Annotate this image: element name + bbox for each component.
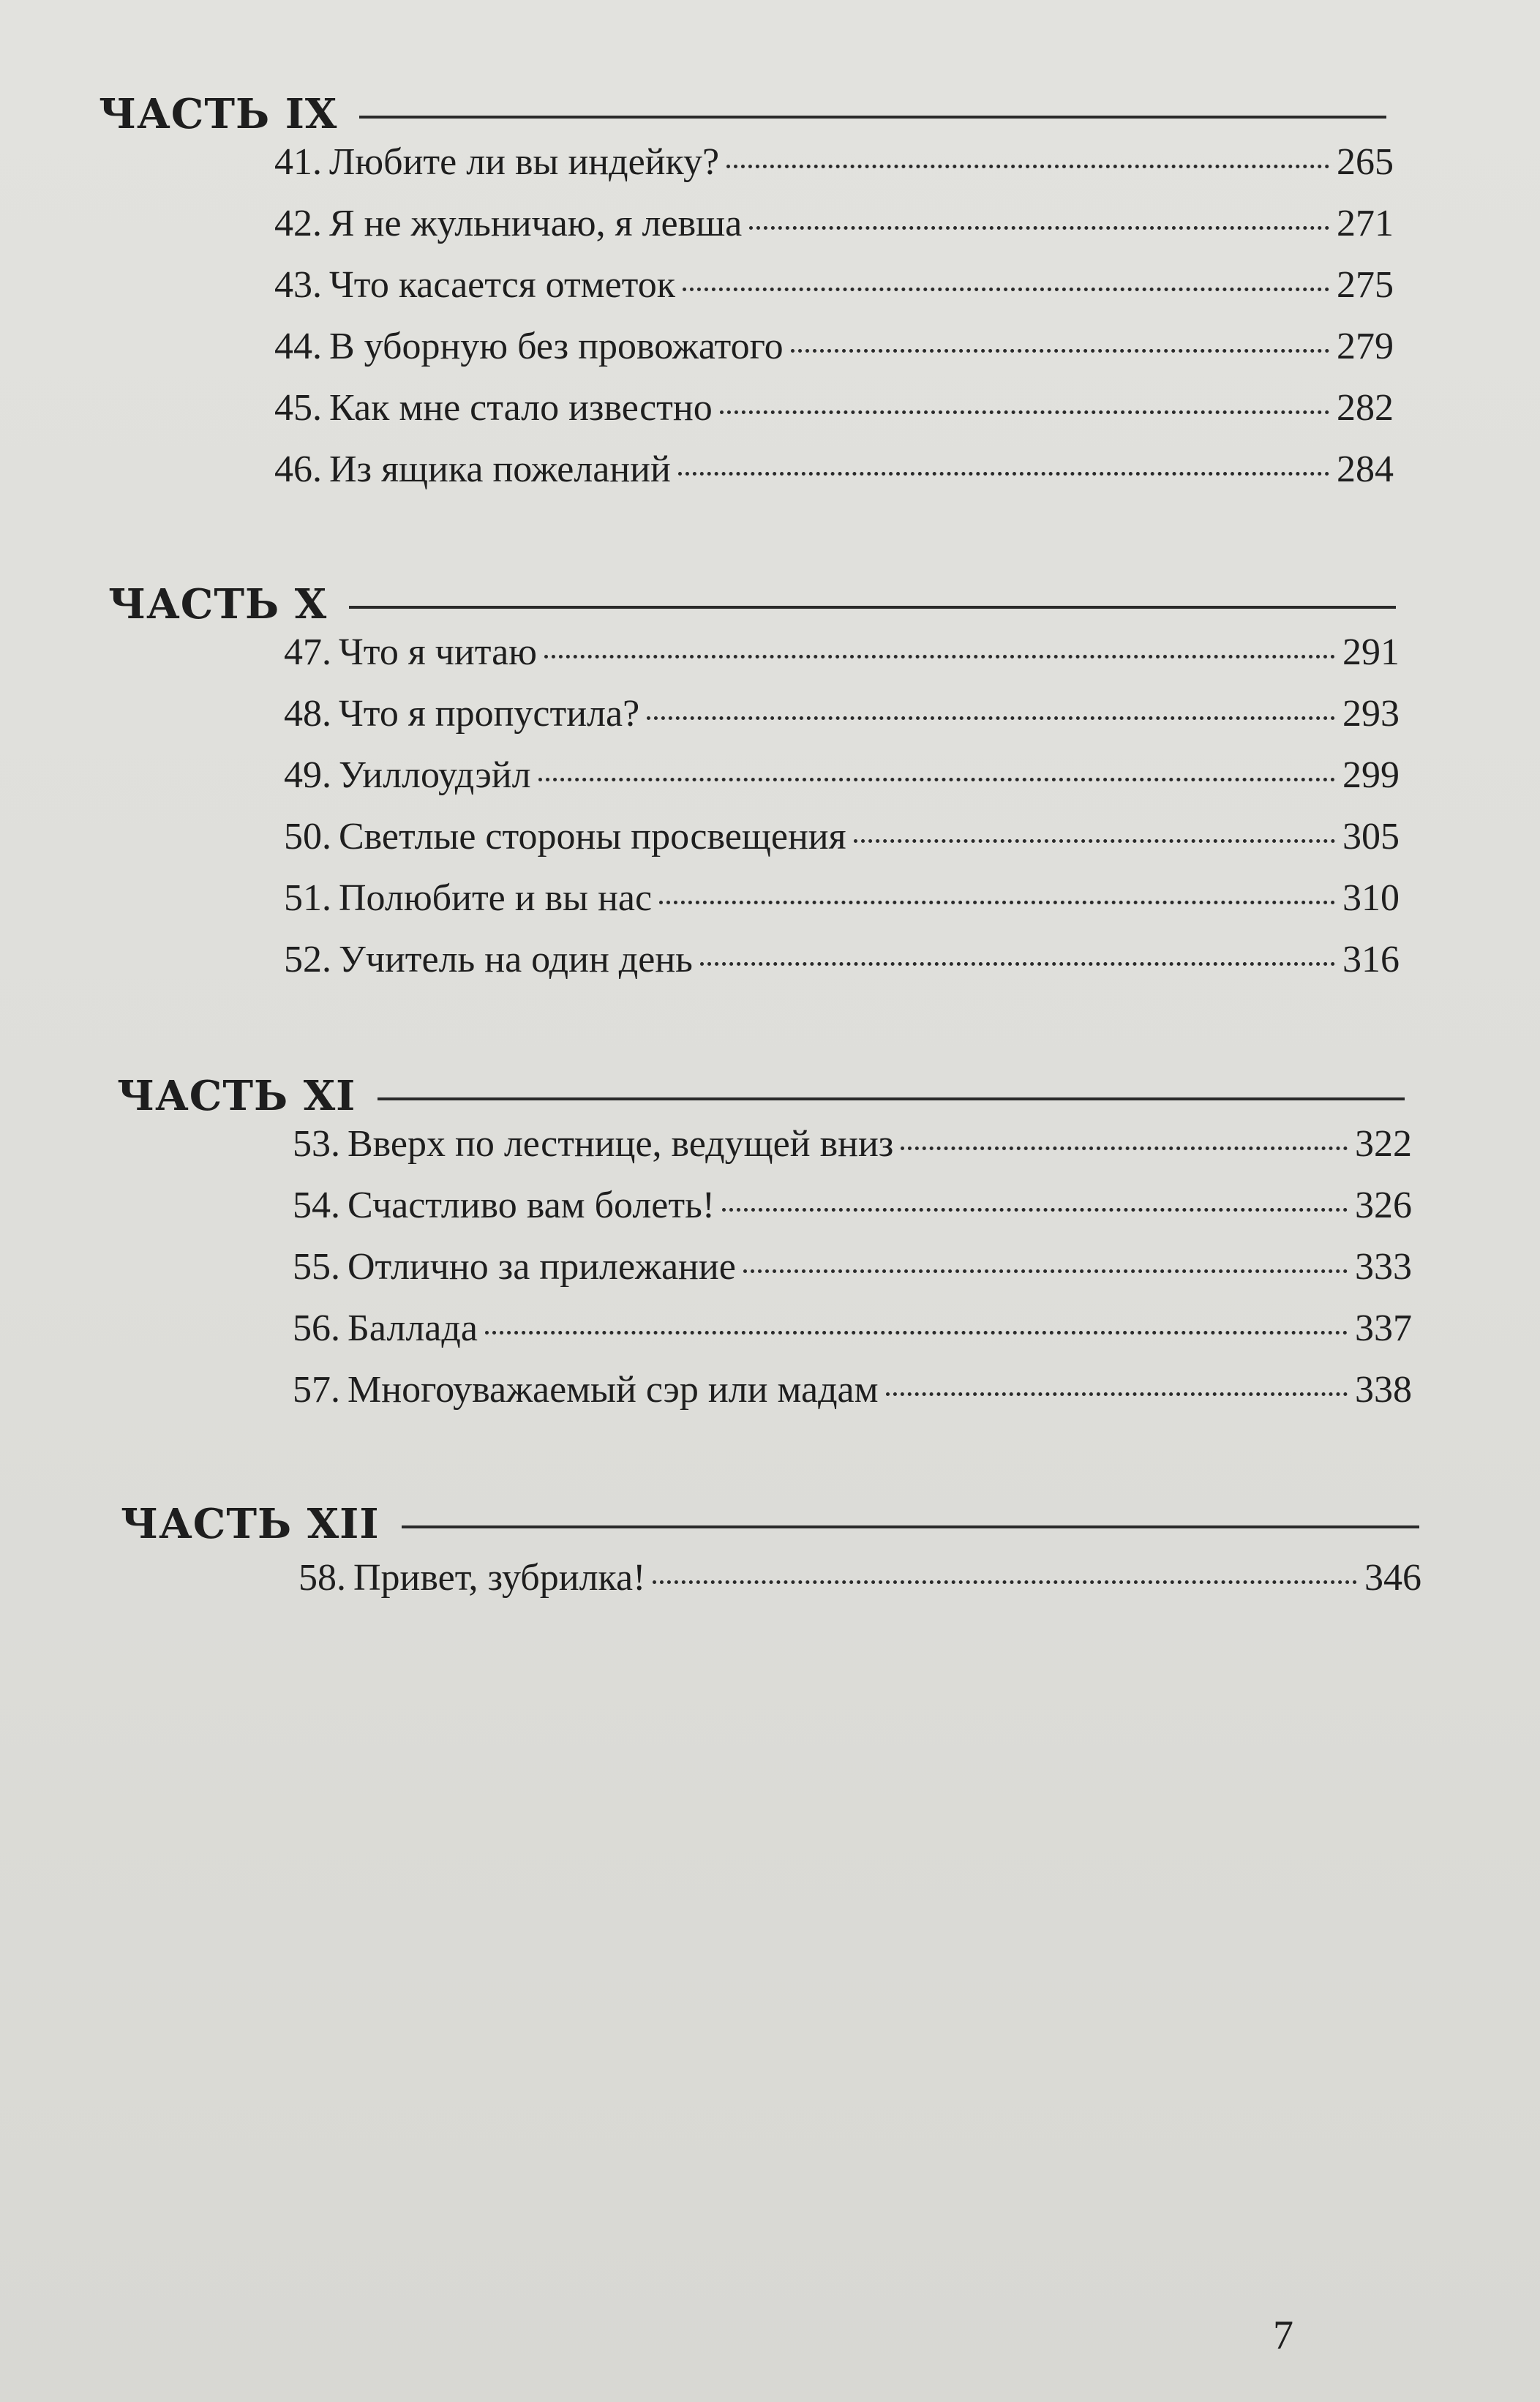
part-title: ЧАСТЬ IX (99, 90, 338, 138)
chapter-number: 42. (274, 203, 322, 244)
toc-entries (298, 1547, 1421, 1609)
chapter-number: 48. (284, 693, 331, 735)
dot-leader (700, 962, 1335, 966)
chapter-number: 55. (293, 1246, 340, 1288)
chapter-page: 316 (1342, 939, 1400, 980)
chapter-page: 271 (1337, 203, 1394, 244)
chapter-page: 284 (1337, 449, 1394, 490)
dot-leader (538, 778, 1335, 781)
chapter-page: 338 (1355, 1369, 1412, 1411)
toc-entry (284, 868, 1400, 929)
chapter-title: Вверх по лестнице, ведущей вниз (348, 1123, 894, 1165)
part-heading (108, 580, 1396, 628)
chapter-title: Любите ли вы индейку? (329, 141, 720, 183)
toc-entry (274, 132, 1394, 193)
part-rule (402, 1525, 1419, 1528)
toc-entry (293, 1298, 1412, 1359)
chapter-page: 279 (1337, 326, 1394, 367)
toc-entry (274, 193, 1394, 255)
toc-entry (293, 1236, 1412, 1298)
chapter-title: Отлично за прилежание (348, 1246, 736, 1288)
toc-entry (274, 316, 1394, 378)
chapter-number: 46. (274, 449, 322, 490)
toc-entry (284, 929, 1400, 991)
chapter-title: Учитель на один день (339, 939, 693, 980)
toc-entry (293, 1114, 1412, 1175)
chapter-page: 305 (1342, 816, 1400, 857)
chapter-number: 56. (293, 1307, 340, 1349)
chapter-page: 326 (1355, 1185, 1412, 1226)
dot-leader (854, 839, 1335, 843)
chapter-number: 52. (284, 939, 331, 980)
dot-leader (485, 1331, 1348, 1335)
chapter-number: 44. (274, 326, 322, 367)
toc-entry (274, 439, 1394, 500)
dot-leader (544, 655, 1335, 658)
part-rule (359, 116, 1386, 119)
chapter-number: 54. (293, 1185, 340, 1226)
toc-entries (284, 622, 1400, 991)
chapter-page: 275 (1337, 264, 1394, 306)
toc-entry (293, 1175, 1412, 1236)
dot-leader (722, 1208, 1348, 1212)
toc-entry (284, 745, 1400, 806)
dot-leader (659, 901, 1335, 904)
part-rule (349, 606, 1396, 609)
part-heading (99, 90, 1386, 138)
chapter-title: Что я пропустила? (339, 693, 640, 735)
chapter-title: Я не жульничаю, я левша (329, 203, 743, 244)
chapter-number: 49. (284, 754, 331, 796)
chapter-page: 346 (1364, 1557, 1421, 1599)
chapter-title: Что касается отметок (329, 264, 675, 306)
part-title: ЧАСТЬ X (108, 580, 328, 628)
toc-entry (284, 622, 1400, 683)
page-number: 7 (1273, 2313, 1293, 2358)
chapter-page: 291 (1342, 631, 1400, 673)
dot-leader (653, 1580, 1357, 1584)
part-title: ЧАСТЬ XI (117, 1072, 356, 1120)
toc-entries (293, 1114, 1412, 1421)
toc-entry (274, 255, 1394, 316)
chapter-number: 41. (274, 141, 322, 183)
chapter-number: 50. (284, 816, 331, 857)
toc-entry (274, 378, 1394, 439)
chapter-title: Светлые стороны просвещения (339, 816, 846, 857)
part-heading (121, 1500, 1419, 1548)
chapter-title: Из ящика пожеланий (329, 449, 671, 490)
dot-leader (749, 226, 1329, 230)
chapter-title: Что я читаю (339, 631, 538, 673)
chapter-number: 45. (274, 387, 322, 429)
dot-leader (683, 288, 1329, 291)
chapter-title: Привет, зубрилка! (353, 1557, 646, 1599)
chapter-title: Счастливо вам болеть! (348, 1185, 715, 1226)
dot-leader (720, 410, 1329, 414)
part-heading (117, 1072, 1405, 1120)
chapter-number: 53. (293, 1123, 340, 1165)
chapter-title: Полюбите и вы нас (339, 877, 653, 919)
chapter-page: 265 (1337, 141, 1394, 183)
dot-leader (647, 716, 1335, 720)
part-rule (378, 1097, 1405, 1100)
chapter-title: Уиллоудэйл (339, 754, 531, 796)
chapter-page: 310 (1342, 877, 1400, 919)
chapter-title: Многоуважаемый сэр или мадам (348, 1369, 879, 1411)
dot-leader (743, 1269, 1348, 1273)
toc-entry (298, 1547, 1421, 1609)
dot-leader (726, 165, 1329, 168)
chapter-page: 299 (1342, 754, 1400, 796)
chapter-number: 58. (298, 1557, 346, 1599)
chapter-number: 43. (274, 264, 322, 306)
dot-leader (886, 1392, 1348, 1396)
chapter-title: Баллада (348, 1307, 478, 1349)
chapter-title: В уборную без провожатого (329, 326, 784, 367)
chapter-number: 51. (284, 877, 331, 919)
toc-entry (293, 1359, 1412, 1421)
chapter-page: 337 (1355, 1307, 1412, 1349)
toc-entry (284, 806, 1400, 868)
chapter-page: 293 (1342, 693, 1400, 735)
chapter-number: 47. (284, 631, 331, 673)
dot-leader (678, 472, 1329, 476)
dot-leader (791, 349, 1329, 353)
part-title: ЧАСТЬ XII (121, 1500, 380, 1548)
chapter-page: 333 (1355, 1246, 1412, 1288)
chapter-number: 57. (293, 1369, 340, 1411)
toc-entries (274, 132, 1394, 500)
chapter-title: Как мне стало известно (329, 387, 713, 429)
toc-entry (284, 683, 1400, 745)
chapter-page: 322 (1355, 1123, 1412, 1165)
chapter-page: 282 (1337, 387, 1394, 429)
dot-leader (901, 1146, 1348, 1150)
